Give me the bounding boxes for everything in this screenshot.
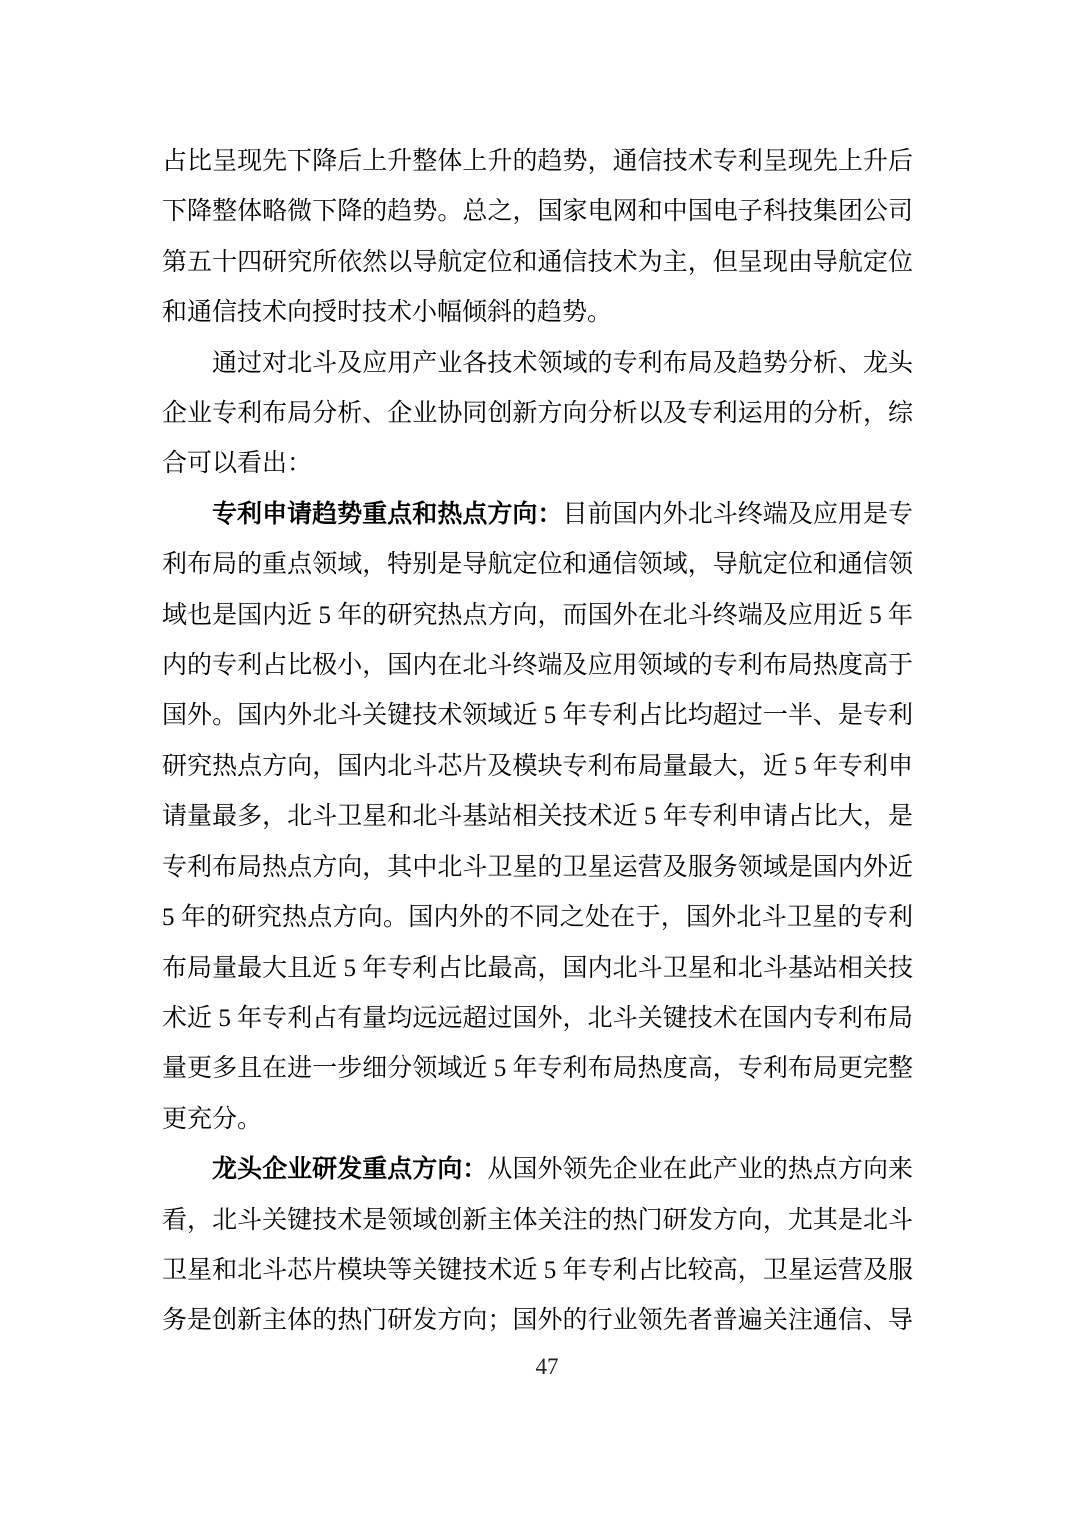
text-line: [162, 792, 913, 842]
text-line: [162, 843, 913, 893]
text-line: [162, 1044, 913, 1094]
text-line: [162, 339, 913, 389]
paragraph: [162, 339, 913, 490]
text-run: 看，北斗关键技术是领域创新主体关注的热门研发方向，尤其是北斗: [162, 1206, 913, 1234]
text-run: 卫星和北斗芯片模块等关键技术近 5 年专利占比较高，卫星运营及服: [162, 1256, 913, 1284]
text-line: [162, 893, 913, 943]
text-run: 量更多且在进一步细分领域近 5 年专利布局热度高，专利布局更完整: [162, 1055, 913, 1083]
text-line: [162, 1246, 913, 1296]
text-run: 5 年的研究热点方向。国内外的不同之处在于，国外北斗卫星的专利: [162, 904, 913, 932]
text-run: 利布局的重点领域，特别是导航定位和通信领域，导航定位和通信领: [162, 551, 913, 579]
text-run: 第五十四研究所依然以导航定位和通信技术为主，但呈现由导航定位: [162, 248, 913, 276]
paragraph: [162, 490, 913, 1145]
text-line: [162, 1296, 913, 1346]
text-line: [162, 490, 913, 540]
page-number: 47: [535, 1354, 559, 1379]
text-run: 专利布局热点方向，其中北斗卫星的卫星运营及服务领域是国内外近: [162, 853, 913, 881]
document-body: [162, 137, 913, 1347]
text-run: 下降整体略微下降的趋势。总之，国家电网和中国电子科技集团公司: [162, 198, 913, 226]
text-run: 术近 5 年专利占有量均远远超过国外，北斗关键技术在国内专利布局: [162, 1004, 913, 1032]
text-run: 合可以看出：: [162, 450, 313, 478]
text-run: 请量最多，北斗卫星和北斗基站相关技术近 5 年专利申请占比大，是: [162, 803, 913, 831]
text-run: 域也是国内近 5 年的研究热点方向，而国外在北斗终端及应用近 5 年: [162, 601, 913, 629]
text-run: 研究热点方向，国内北斗芯片及模块专利布局量最大，近 5 年专利申: [162, 752, 913, 780]
paragraph: [162, 1145, 913, 1347]
paragraph: [162, 137, 913, 339]
text-line: [162, 944, 913, 994]
text-run: 企业专利布局分析、企业协同创新方向分析以及专利运用的分析，综: [162, 400, 913, 428]
run-in-heading: 龙头企业研发重点方向：: [212, 1156, 488, 1184]
text-run: 务是创新主体的热门研发方向；国外的行业领先者普遍关注通信、导: [162, 1307, 913, 1335]
text-line: [162, 641, 913, 691]
text-line: [162, 187, 913, 237]
text-line: [162, 389, 913, 439]
run-in-heading: 专利申请趋势重点和热点方向：: [212, 500, 563, 528]
text-line: [162, 439, 913, 489]
text-line: [162, 1196, 913, 1246]
text-line: [162, 288, 913, 338]
text-line: [162, 1095, 913, 1145]
text-run: 国外。国内外北斗关键技术领域近 5 年专利占比均超过一半、是专利: [162, 702, 913, 730]
text-run: 内的专利占比极小，国内在北斗终端及应用领域的专利布局热度高于: [162, 652, 913, 680]
text-run: 从国外领先企业在此产业的热点方向来: [487, 1156, 913, 1184]
text-run: 目前国内外北斗终端及应用是专: [562, 500, 913, 528]
text-line: [162, 742, 913, 792]
text-run: 占比呈现先下降后上升整体上升的趋势，通信技术专利呈现先上升后: [162, 148, 913, 175]
text-line: [162, 137, 913, 187]
text-run: 通过对北斗及应用产业各技术领域的专利布局及趋势分析、龙头: [212, 349, 913, 377]
text-run: 布局量最大且近 5 年专利占比最高，国内北斗卫星和北斗基站相关技: [162, 954, 913, 982]
text-line: [162, 238, 913, 288]
text-line: [162, 1145, 913, 1195]
text-run: 更充分。: [162, 1105, 263, 1133]
text-run: 和通信技术向授时技术小幅倾斜的趋势。: [162, 299, 613, 327]
text-line: [162, 540, 913, 590]
text-line: [162, 691, 913, 741]
text-line: [162, 591, 913, 641]
text-line: [162, 994, 913, 1044]
